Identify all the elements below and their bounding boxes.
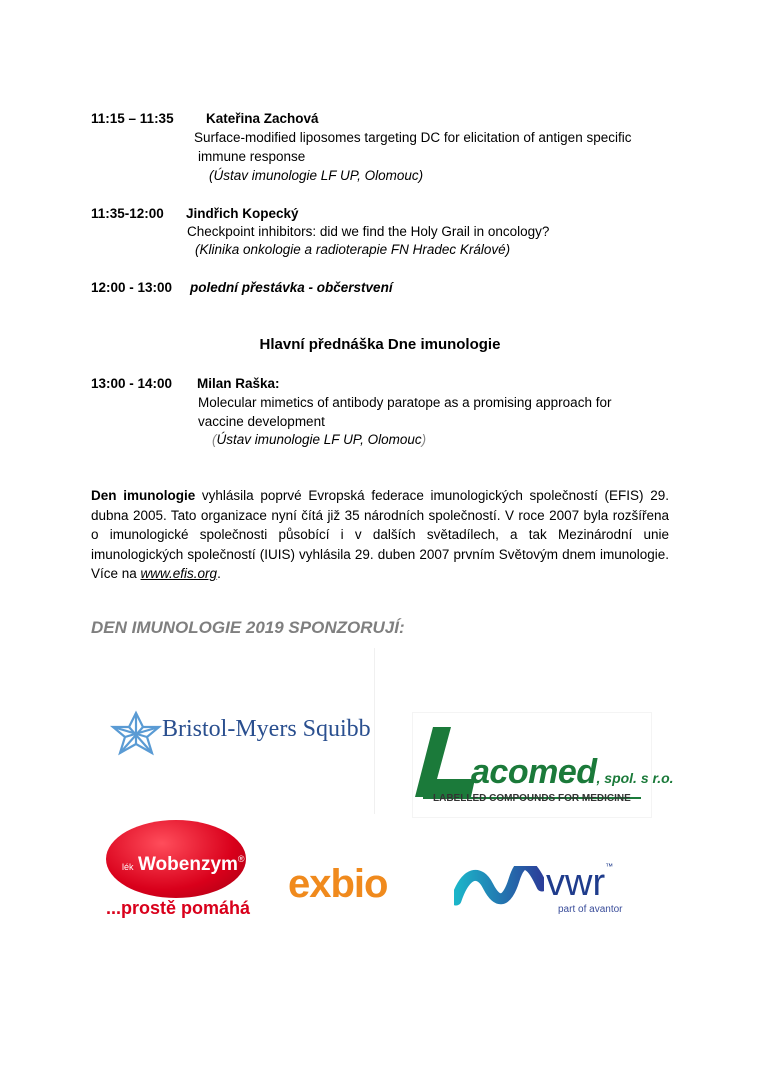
- main-lecture-affiliation: [212, 431, 426, 449]
- main-lecture-time: 13:00 - 14:00: [91, 376, 173, 391]
- bms-logo: [92, 648, 375, 814]
- vwr-tagline: part of avantor: [558, 904, 623, 915]
- paren-close: ): [421, 432, 427, 447]
- paragraph-text: vyhlásila poprvé Evropská federace imunologických společností (EFIS) 29. dubna 2005. Tato organizace nyní čítá již 35 národních společností. V roce 2007 byla rozšířena o imunologické společnosti působící i v dalších světadílech, a tak Mezinárodní unie imunologických společností (IUIS) vyhlásila 29. duben 2007 prvním Světovým dnem imunologie. Více na: [91, 488, 669, 581]
- paragraph-end: .: [217, 566, 221, 581]
- paragraph-lead: Den imunologie: [91, 488, 196, 503]
- vwr-wordmark: [546, 862, 613, 905]
- wobenzym-registered: ®: [237, 854, 245, 864]
- lacomed-logo: [412, 712, 674, 818]
- affiliation-text: Ústav imunologie LF UP, Olomouc: [216, 432, 422, 447]
- vwr-trademark: ™: [605, 862, 614, 871]
- exbio-wordmark: exbio: [288, 862, 388, 906]
- wobenzym-prefix: lék: [122, 862, 134, 872]
- lunch-break-note: polední přestávka - občerstvení: [190, 280, 393, 295]
- wobenzym-logo: [92, 818, 262, 926]
- bms-logo-text: Bristol-Myers Squibb: [162, 716, 371, 742]
- affiliation-2: (Klinika onkologie a radioterapie FN Hradec Králové): [195, 242, 511, 257]
- paren-open: (: [212, 432, 217, 447]
- schedule-time-2: 11:35-12:00: [91, 206, 164, 221]
- wobenzym-name: Wobenzym: [137, 854, 238, 875]
- talk-title-1-line2: immune response: [198, 149, 306, 164]
- main-lecture-title-line1: Molecular mimetics of antibody paratope as a promising approach for: [198, 395, 612, 410]
- schedule-time-3: 12:00 - 13:00: [91, 280, 173, 295]
- vwr-name: vwr: [546, 862, 606, 904]
- lacomed-tagline: LABELLED COMPOUNDS FOR MEDICINE: [433, 793, 631, 804]
- speaker-name-1: Kateřina Zachová: [206, 111, 319, 126]
- schedule-time-1: 11:15 – 11:35: [91, 111, 174, 126]
- vwr-wave-icon: [454, 866, 544, 908]
- main-lecture-heading: Hlavní přednáška Dne imunologie: [259, 336, 501, 353]
- lacomed-suffix: , spol. s r.o.: [596, 770, 674, 786]
- talk-title-2: Checkpoint inhibitors: did we find the Holy Grail in oncology?: [187, 224, 550, 239]
- efis-link[interactable]: www.efis.org: [140, 566, 218, 581]
- main-lecture-speaker: Milan Raška:: [197, 376, 280, 391]
- lacomed-wordmark: [471, 753, 674, 792]
- main-lecture-title-line2: vaccine development: [198, 414, 325, 429]
- wobenzym-slogan: ...prostě pomáhá: [106, 898, 251, 918]
- wobenzym-wordmark: [122, 854, 245, 876]
- lacomed-name: acomed: [471, 753, 597, 791]
- vwr-logo: [454, 862, 654, 922]
- bms-star-icon: [106, 710, 166, 760]
- affiliation-1: (Ústav imunologie LF UP, Olomouc): [209, 168, 424, 183]
- info-paragraph: [91, 486, 669, 584]
- lacomed-l-icon: [415, 727, 475, 799]
- exbio-logo: [286, 862, 436, 914]
- sponsors-heading: DEN IMUNOLOGIE 2019 SPONZORUJÍ:: [91, 618, 405, 637]
- talk-title-1-line1: Surface-modified liposomes targeting DC for elicitation of antigen specific: [194, 130, 632, 145]
- speaker-name-2: Jindřich Kopecký: [186, 206, 299, 221]
